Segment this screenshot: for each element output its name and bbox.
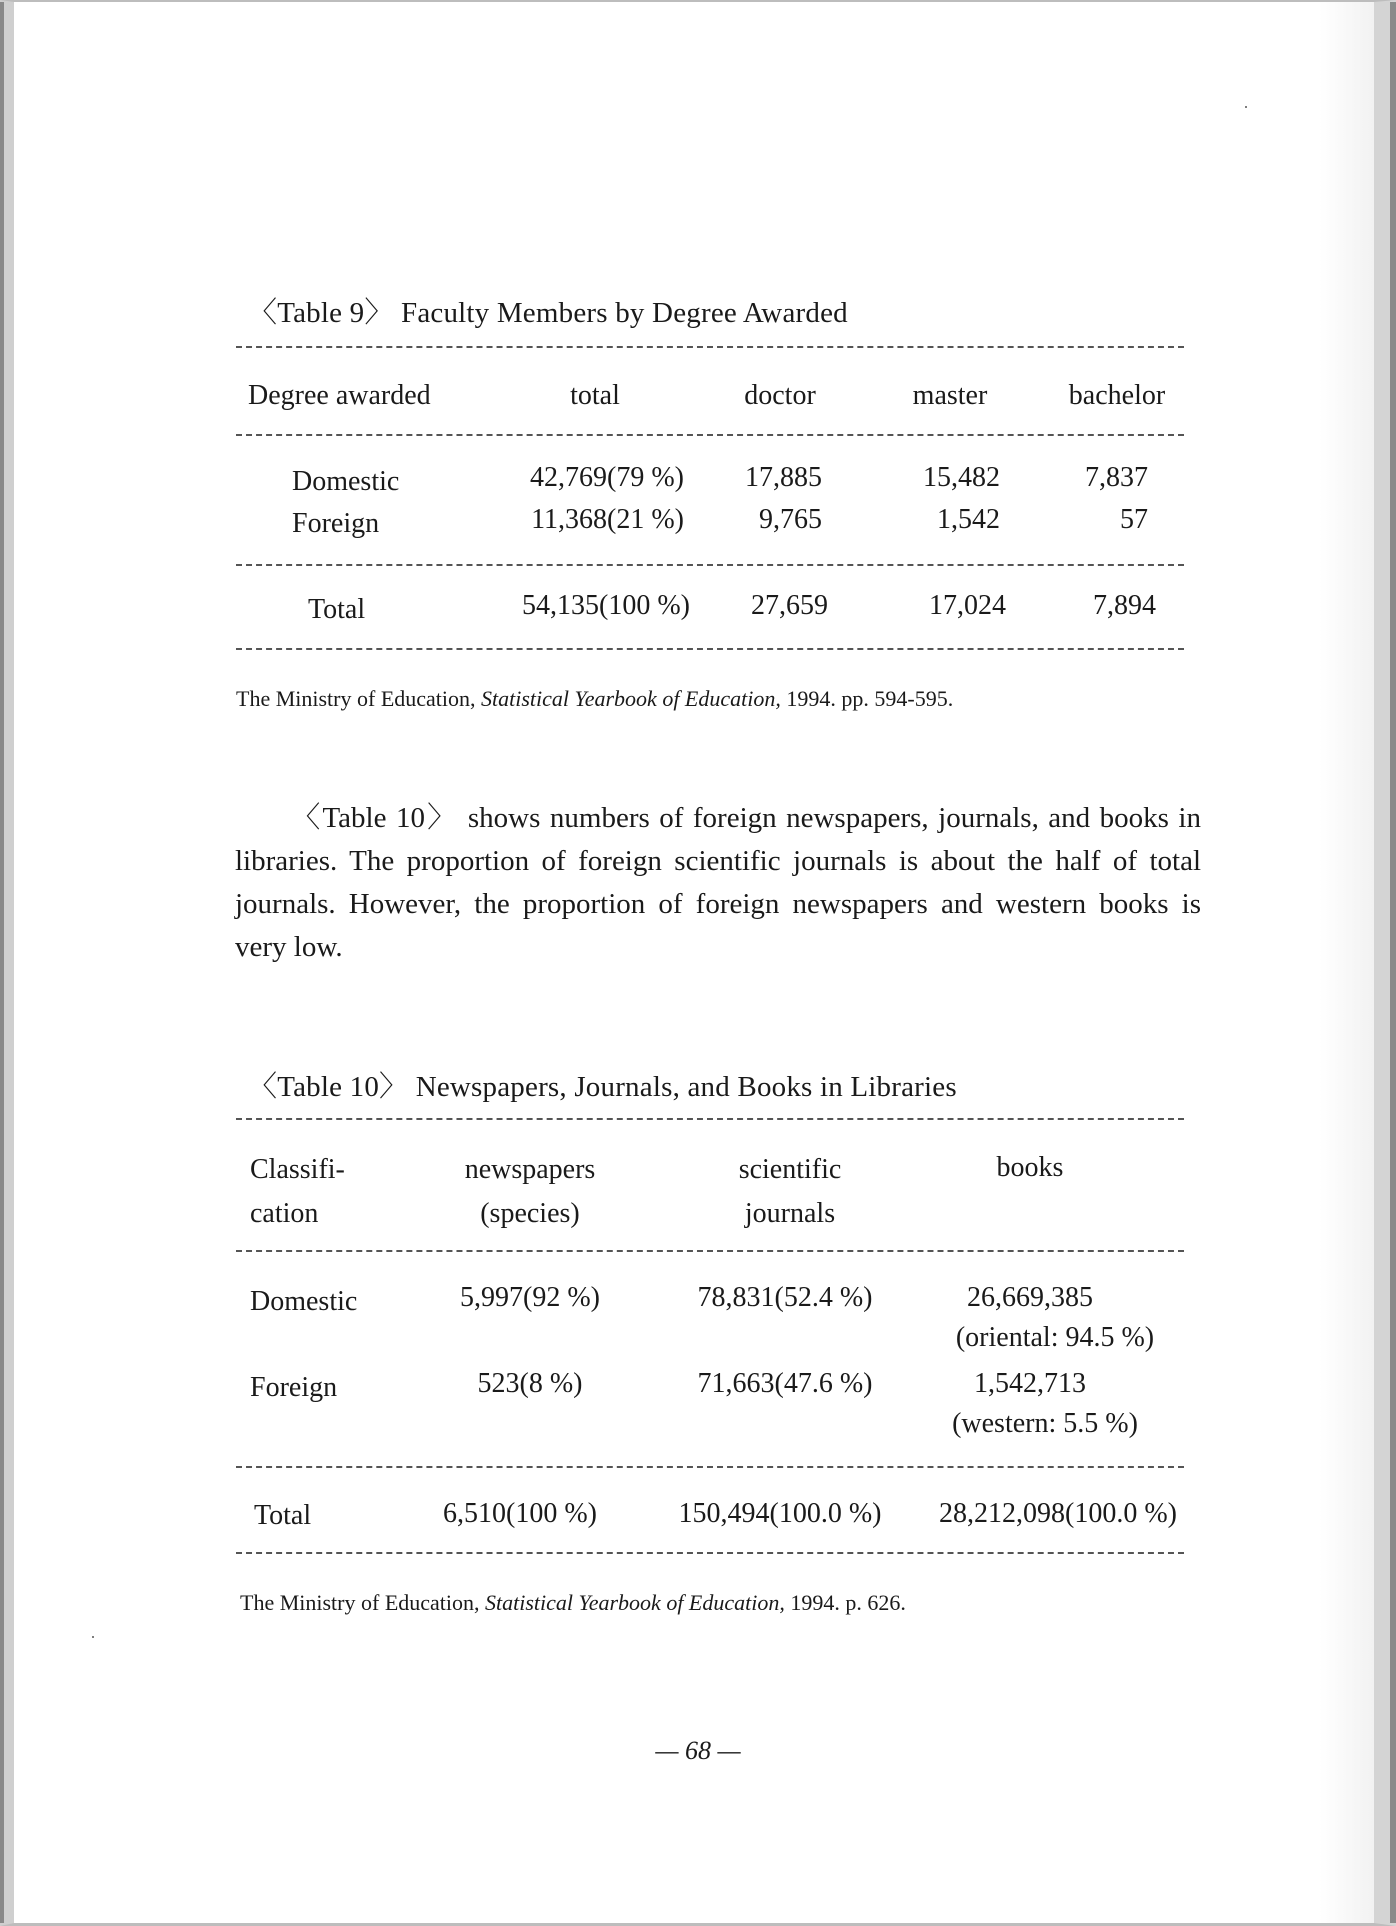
- source-title: Statistical Yearbook of Education,: [485, 1590, 785, 1615]
- table10-row-label: Foreign: [250, 1372, 338, 1403]
- table10-row-newspapers: 5,997(92 %): [460, 1282, 600, 1313]
- table9-header-degree: Degree awarded: [248, 380, 431, 411]
- table10-header-books: books: [996, 1152, 1064, 1183]
- table10-row-books: 26,669,385: [967, 1282, 1093, 1313]
- table9-total-master: 17,024: [929, 590, 1006, 621]
- table9-row-total: 11,368(21 %): [531, 504, 684, 535]
- table10-total-journals: 150,494(100.0 %): [678, 1498, 882, 1529]
- table10-header-journals: scientific: [738, 1154, 842, 1185]
- table10-bottom-rule: [236, 1552, 1184, 1554]
- table9-caption: 〈Table 9〉 Faculty Members by Degree Awarded: [248, 297, 848, 329]
- table9-header-bachelor: bachelor: [1068, 380, 1166, 411]
- table9-total-label: Total: [308, 594, 366, 625]
- table9-total-doctor: 27,659: [751, 590, 828, 621]
- table10-row-books: 1,542,713: [974, 1368, 1086, 1399]
- page-number: — 68 —: [655, 1736, 741, 1765]
- table9-row-bachelor: 57: [1120, 504, 1148, 535]
- table10-total-newspapers: 6,510(100 %): [443, 1498, 597, 1529]
- table9-row-doctor: 9,765: [759, 504, 822, 535]
- source-suffix: 1994. pp. 594-595.: [780, 686, 954, 711]
- table9-row-label: Foreign: [292, 508, 380, 539]
- table9-header-doctor: doctor: [744, 380, 816, 411]
- table10-header-classification: Classifi-: [250, 1154, 345, 1185]
- table9-row-master: 1,542: [937, 504, 1000, 535]
- table10-row-label: Domestic: [250, 1286, 358, 1317]
- table10-row-books-note: (western: 5.5 %): [952, 1408, 1138, 1439]
- source-suffix: 1994. p. 626.: [784, 1590, 906, 1615]
- table9-total-total: 54,135(100 %): [522, 590, 690, 621]
- table10-total-books: 28,212,098(100.0 %): [939, 1498, 1177, 1529]
- table10-row-journals: 78,831(52.4 %): [697, 1282, 873, 1313]
- table9-row-label: Domestic: [292, 466, 400, 497]
- table10-row-books-note: (oriental: 94.5 %): [955, 1322, 1155, 1353]
- table10-header-newspapers: newspapers: [464, 1154, 596, 1185]
- table10-total-label: Total: [254, 1500, 312, 1531]
- table9-header-total: total: [570, 380, 620, 411]
- body-paragraph: [235, 797, 1201, 969]
- table10-caption: 〈Table 10〉 Newspapers, Journals, and Books in Libraries: [248, 1071, 957, 1103]
- table9-row-bachelor: 7,837: [1085, 462, 1148, 493]
- table9-row-master: 15,482: [923, 462, 1000, 493]
- table9-bottom-rule: [236, 648, 1184, 650]
- table10-row-journals: 71,663(47.6 %): [697, 1368, 873, 1399]
- table10-header-newspapers: (species): [480, 1198, 580, 1229]
- table9-total-rule: [236, 564, 1184, 566]
- table10-header-journals: journals: [744, 1198, 836, 1229]
- table10-top-rule: [236, 1118, 1184, 1120]
- table9-top-rule: [236, 346, 1184, 348]
- paragraph-text: 〈Table 10〉 shows numbers of foreign newspapers, journals, and books in libraries. The proportion of foreign scientific journals is about the half of total journals. However, the proportion of foreign newspapers and western books is very low.: [235, 802, 1201, 963]
- table9-header-master: master: [912, 380, 988, 411]
- table10-total-rule: [236, 1466, 1184, 1468]
- scan-speck: [92, 1636, 94, 1638]
- table10-source: [240, 1590, 906, 1616]
- table9-total-bachelor: 7,894: [1093, 590, 1156, 621]
- table9-row-total: 42,769(79 %): [530, 462, 684, 493]
- source-title: Statistical Yearbook of Education,: [481, 686, 781, 711]
- table9-row-doctor: 17,885: [745, 462, 822, 493]
- table10-header-classification: cation: [250, 1198, 319, 1229]
- table9-source: [236, 686, 953, 712]
- source-prefix: The Ministry of Education,: [236, 686, 482, 711]
- source-prefix: The Ministry of Education,: [240, 1590, 486, 1615]
- scan-speck: [1245, 106, 1247, 108]
- table9-header-rule: [236, 434, 1184, 436]
- table10-header-rule: [236, 1250, 1184, 1252]
- table10-row-newspapers: 523(8 %): [477, 1368, 583, 1399]
